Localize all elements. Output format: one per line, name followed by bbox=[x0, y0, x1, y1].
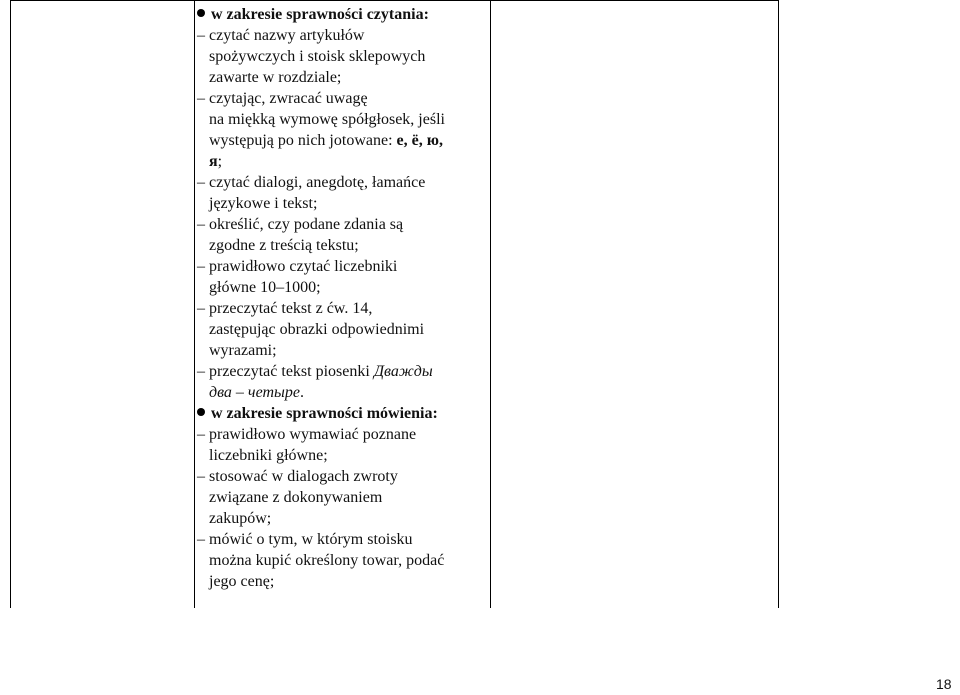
dash: – bbox=[197, 363, 205, 380]
reading-heading bbox=[197, 4, 489, 25]
content-cell bbox=[197, 4, 489, 592]
list-item bbox=[197, 25, 489, 46]
list-item-continuation: spożywczych i stoisk sklepowych bbox=[209, 48, 426, 65]
list-item-continuation: zgodne z treścią tekstu; bbox=[209, 237, 359, 254]
list-item bbox=[197, 298, 489, 319]
item-text: stosować w dialogach zwroty bbox=[209, 468, 398, 485]
table-divider-1 bbox=[194, 0, 195, 608]
list-item-continuation: zawarte w rozdziale; bbox=[209, 69, 342, 86]
dash: – bbox=[197, 426, 205, 443]
item-text: przeczytać tekst piosenki bbox=[209, 363, 374, 380]
item-text: mówić o tym, w którym stoisku bbox=[209, 531, 413, 548]
speaking-heading bbox=[197, 403, 489, 424]
list-item-continuation: zakupów; bbox=[209, 510, 272, 527]
list-item bbox=[197, 466, 489, 487]
item-text: czytać dialogi, anegdotę, łamańce bbox=[209, 174, 426, 191]
table-border-top bbox=[10, 0, 779, 1]
list-item bbox=[197, 256, 489, 277]
cyrillic-letters: е, ё, ю, bbox=[396, 132, 443, 149]
list-item-continuation bbox=[197, 130, 489, 151]
song-title: Дважды bbox=[373, 363, 433, 380]
item-text: przeczytać tekst z ćw. 14, bbox=[209, 300, 373, 317]
bullet-dot-icon bbox=[197, 408, 205, 416]
dash: – bbox=[197, 174, 205, 191]
item-text: czytać nazwy artykułów bbox=[209, 27, 365, 44]
table-divider-3 bbox=[778, 0, 779, 608]
dash: – bbox=[197, 27, 205, 44]
list-item-continuation: językowe i tekst; bbox=[209, 195, 318, 212]
reading-heading-text: w zakresie sprawności czytania: bbox=[211, 6, 429, 23]
dash: – bbox=[197, 216, 205, 233]
song-title-continued: два – четыре bbox=[209, 384, 300, 401]
punctuation: . bbox=[299, 384, 304, 401]
list-item bbox=[197, 88, 489, 109]
list-item bbox=[197, 214, 489, 235]
list-item bbox=[197, 529, 489, 550]
item-text: prawidłowo wymawiać poznane bbox=[209, 426, 417, 443]
list-item-continuation: zastępując obrazki odpowiednimi bbox=[209, 321, 425, 338]
list-item bbox=[197, 172, 489, 193]
list-item-continuation: liczebniki główne; bbox=[209, 447, 328, 464]
list-item-continuation: główne 10–1000; bbox=[209, 279, 321, 296]
list-item-continuation: na miękką wymowę spółgłosek, jeśli bbox=[209, 111, 445, 128]
list-item-continuation: wyrazami; bbox=[209, 342, 277, 359]
item-text: określić, czy podane zdania są bbox=[209, 216, 404, 233]
item-text: prawidłowo czytać liczebniki bbox=[209, 258, 398, 275]
dash: – bbox=[197, 300, 205, 317]
list-item-continuation: można kupić określony towar, podać bbox=[209, 552, 445, 569]
punctuation: ; bbox=[217, 153, 223, 170]
list-item bbox=[197, 424, 489, 445]
speaking-heading-text: w zakresie sprawności mówienia: bbox=[211, 405, 438, 422]
item-text: czytając, zwracać uwagę bbox=[209, 90, 368, 107]
dash: – bbox=[197, 468, 205, 485]
bullet-dot-icon bbox=[197, 9, 205, 17]
dash: – bbox=[197, 258, 205, 275]
list-item-continuation bbox=[197, 151, 489, 172]
dash: – bbox=[197, 531, 205, 548]
cyrillic-letter: я bbox=[209, 153, 218, 170]
list-item bbox=[197, 361, 489, 382]
list-item-continuation: związane z dokonywaniem bbox=[209, 489, 383, 506]
page-number: 18 bbox=[936, 676, 952, 692]
item-text: występują po nich jotowane: bbox=[209, 132, 397, 149]
list-item-continuation: jego cenę; bbox=[209, 573, 275, 590]
dash: – bbox=[197, 90, 205, 107]
table-divider-2 bbox=[490, 0, 491, 608]
table-border-left bbox=[10, 0, 11, 608]
list-item-continuation bbox=[197, 382, 489, 403]
